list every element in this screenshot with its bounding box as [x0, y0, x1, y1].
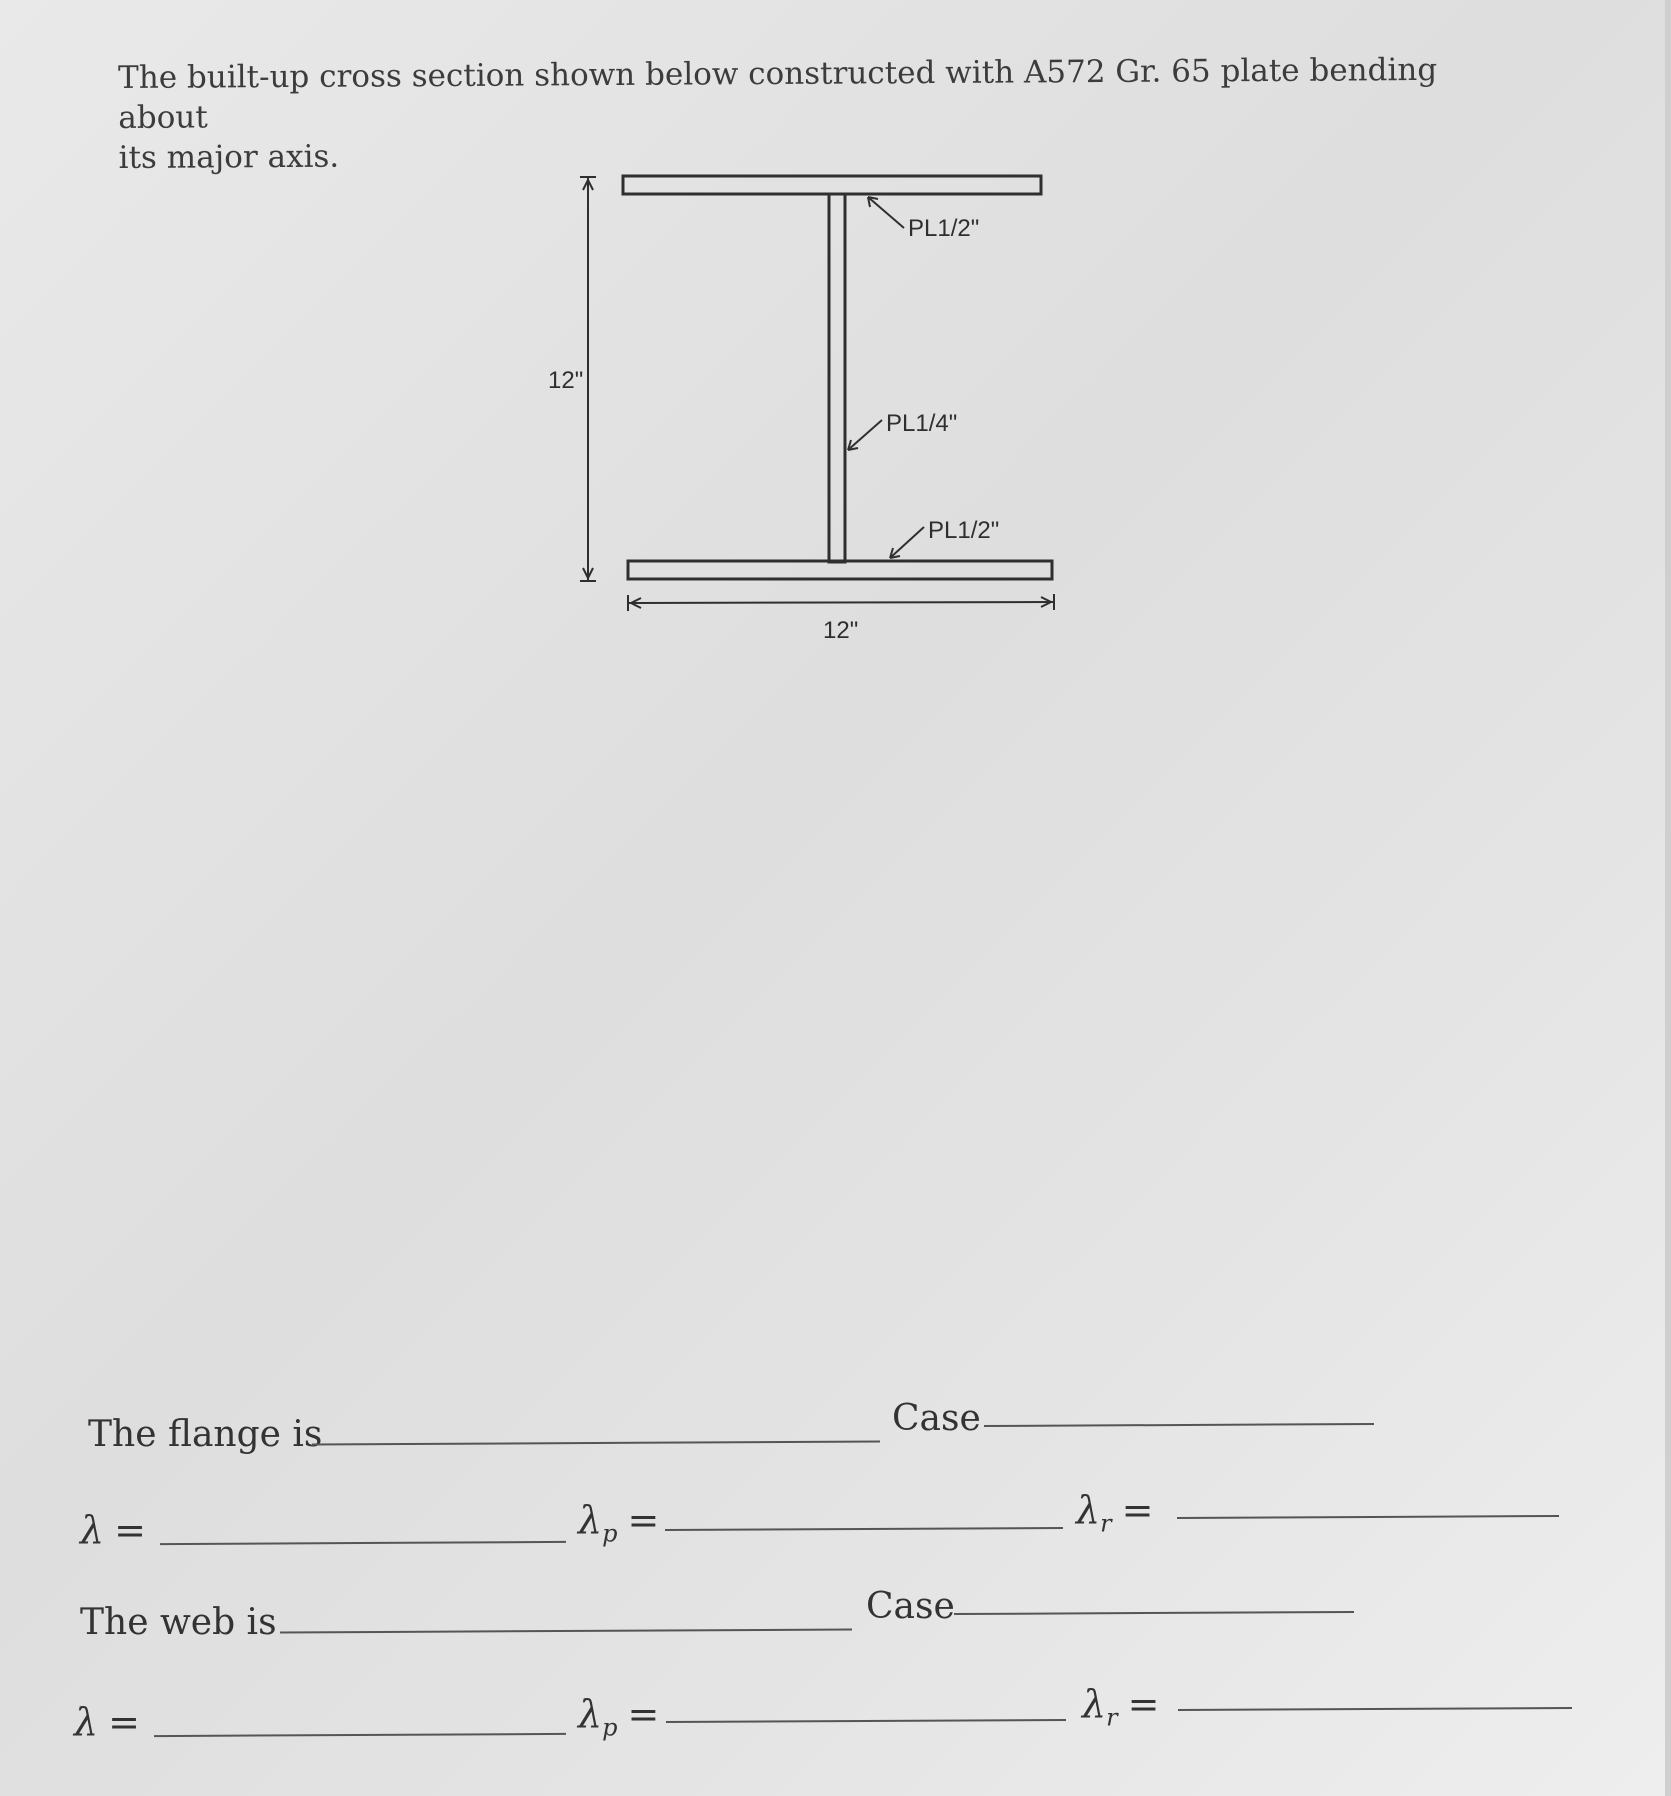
- problem-line-2: its major axis.: [118, 138, 340, 176]
- flange-lambda-r-blank[interactable]: [1177, 1515, 1559, 1519]
- web-label: The web is: [80, 1602, 277, 1643]
- web-lambda-label: λ =: [74, 1700, 140, 1744]
- flange-case-blank[interactable]: [984, 1423, 1374, 1427]
- flange-classification-blank[interactable]: [312, 1441, 880, 1446]
- web-classification-blank[interactable]: [280, 1629, 852, 1634]
- web-lambda-blank[interactable]: [154, 1733, 566, 1737]
- bottom-flange-leader: [890, 527, 924, 558]
- problem-line-1: The built-up cross section shown below constructed with A572 Gr. 65 plate bending about: [118, 51, 1438, 136]
- flange-lambda-blank[interactable]: [160, 1541, 566, 1545]
- flange-lambda-label: λ =: [80, 1508, 146, 1552]
- web-lambda-p-label: $\lambda_p$ =: [578, 1692, 660, 1742]
- web-case-blank[interactable]: [954, 1611, 1354, 1615]
- web-leader: [848, 420, 882, 450]
- web-lambda-r-blank[interactable]: [1178, 1707, 1572, 1711]
- top-flange-plate: [623, 176, 1041, 194]
- top-flange-label: PL1/2": [908, 215, 980, 242]
- top-flange-leader: [868, 197, 904, 228]
- flange-lambda-p-label: $\lambda_p$ =: [578, 1498, 660, 1548]
- web-case-label: Case: [866, 1586, 955, 1627]
- web-label: PL1/4": [886, 410, 958, 437]
- flange-lambda-r-label: $\lambda_r$ =: [1076, 1488, 1154, 1538]
- width-label: 12": [823, 617, 859, 644]
- width-dimension: [628, 594, 1054, 611]
- flange-lambda-p-blank[interactable]: [665, 1527, 1063, 1531]
- web-plate: [829, 194, 845, 562]
- flange-label: The flange is: [88, 1414, 323, 1455]
- bottom-flange-plate: [628, 561, 1052, 579]
- flange-case-label: Case: [892, 1398, 981, 1439]
- bottom-flange-label: PL1/2": [928, 517, 1000, 544]
- web-lambda-p-blank[interactable]: [666, 1719, 1066, 1723]
- cross-section-diagram: [0, 0, 1671, 700]
- web-lambda-r-label: $\lambda_r$ =: [1082, 1682, 1160, 1732]
- height-label: 12": [548, 367, 584, 394]
